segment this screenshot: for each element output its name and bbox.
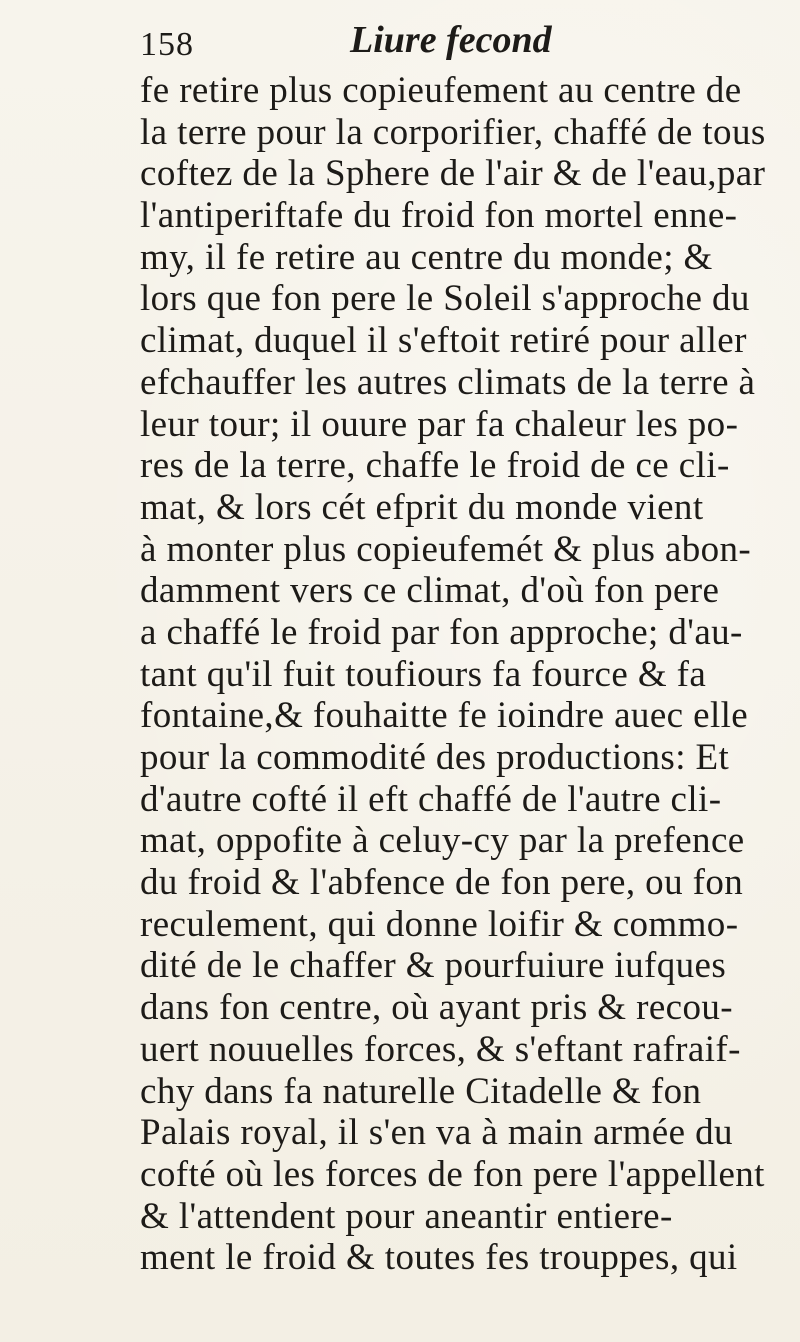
text-line: climat, duquel il s'eftoit retiré pour aller <box>140 320 747 362</box>
text-line: & l'attendent pour aneantir entiere- <box>140 1195 673 1237</box>
text-line: dité de le chaffer & pourfuiure iufques <box>140 945 727 987</box>
text-line: leur tour; il ouure par fa chaleur les po- <box>140 403 739 445</box>
text-line: du froid & l'abfence de fon pere, ou fon <box>140 862 744 904</box>
text-line: cofté où les forces de fon pere l'appellent <box>140 1153 765 1195</box>
text-line: a chaffé le froid par fon approche; d'au- <box>140 611 743 653</box>
text-line: my, il fe retire au centre du monde; & <box>140 236 713 278</box>
text-line: coftez de la Sphere de l'air & de l'eau,par <box>140 153 766 195</box>
text-line: mat, & lors cét efprit du monde vient <box>140 486 704 528</box>
text-line: efchauffer les autres climats de la terre à <box>140 361 756 403</box>
text-line: l'antiperiftafe du froid fon mortel enne- <box>140 195 738 237</box>
text-line: d'autre cofté il eft chaffé de l'autre cli- <box>140 778 722 820</box>
text-line: reculement, qui donne loifir & commo- <box>140 903 739 945</box>
text-line: pour la commodité des productions: Et <box>140 737 730 778</box>
text-line: tant qu'il fuit toufiours fa fource & fa <box>140 653 707 695</box>
text-line: à monter plus copieufemét & plus abon- <box>140 528 752 570</box>
text-line: Palais royal, il s'en va à main armée du <box>140 1112 733 1154</box>
text-line: dans fon centre, où ayant pris & recou- <box>140 987 734 1029</box>
text-line: fontaine,& fouhaitte fe ioindre auec elle <box>140 695 749 737</box>
text-line: lors que fon pere le Soleil s'approche du <box>140 278 750 320</box>
text-line: la terre pour la corporifier, chaffé de tous <box>140 111 766 153</box>
page-number: 158 <box>140 26 194 63</box>
text-line: ment le froid & toutes fes trouppes, qui <box>140 1237 738 1279</box>
text-line: fe retire plus copieufement au centre de <box>140 70 742 111</box>
page-header <box>140 18 660 68</box>
text-line: uert nouuelles forces, & s'eftant rafraif- <box>140 1028 741 1070</box>
text-line: res de la terre, chaffe le froid de ce cli- <box>140 445 730 487</box>
text-line: damment vers ce climat, d'où fon pere <box>140 570 720 612</box>
text-body <box>140 70 770 1279</box>
running-title: Liure fecond <box>350 19 552 61</box>
text-line: mat, oppofite à celuy-cy par la prefence <box>140 820 745 862</box>
text-line: chy dans fa naturelle Citadelle & fon <box>140 1070 702 1112</box>
